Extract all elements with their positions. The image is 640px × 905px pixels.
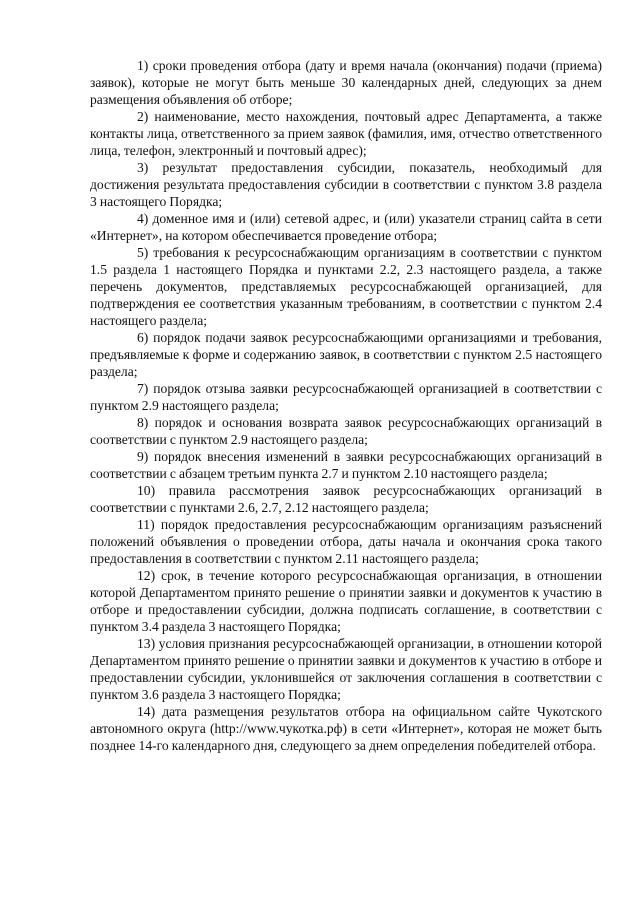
list-item: 13) условия признания ресурсоснабжающей организации, в отношении которой Департаментом принято решение о принятии заявки и документов к участию в отборе и предоставлении субсидии, уклонившейся от заключения соглашения в соответствии с пунктом 3.6 раздела 3 настоящего Порядка; xyxy=(90,636,602,702)
list-item: 3) результат предоставления субсидии, показатель, необходимый для достижения результата предоставления субсидии в соответствии с пунктом 3.8 раздела 3 настоящего Порядка; xyxy=(90,160,602,209)
list-item: 4) доменное имя и (или) сетевой адрес, и (или) указатели страниц сайта в сети «Интернет», на котором обеспечивается проведение отбора; xyxy=(90,211,602,243)
list-item: 12) срок, в течение которого ресурсоснабжающая организация, в отношении которой Департаментом принято решение о принятии заявки и документов к участию в отборе и предоставлении субсидии, должна подписать соглашение, в соответствии с пунктом 3.4 раздела 3 настоящего Порядка; xyxy=(90,568,602,634)
list-item: 11) порядок предоставления ресурсоснабжающим организациям разъяснений положений объявления о проведении отбора, даты начала и окончания срока такого предоставления в соответствии с пунктом 2.11 настоящего раздела; xyxy=(90,517,602,566)
list-item: 5) требования к ресурсоснабжающим организациям в соответствии с пунктом 1.5 раздела 1 настоящего Порядка и пунктами 2.2, 2.3 настоящего раздела, а также перечень документов, представляемых ресурсоснабжающей организацией, для подтверждения ее соответствия указанным требованиям, в соответствии с пунктом 2.4 настоящего раздела; xyxy=(90,245,602,328)
list-item: 8) порядок и основания возврата заявок ресурсоснабжающих организаций в соответствии с пунктом 2.9 настоящего раздела; xyxy=(90,415,602,447)
list-item: 7) порядок отзыва заявки ресурсоснабжающей организацией в соответствии с пунктом 2.9 настоящего раздела; xyxy=(90,381,602,413)
list-item: 1) сроки проведения отбора (дату и время начала (окончания) подачи (приема) заявок), которые не могут быть меньше 30 календарных дней, следующих за днем размещения объявления об отборе; xyxy=(90,58,602,107)
list-item: 6) порядок подачи заявок ресурсоснабжающими организациями и требования, предъявляемые к форме и содержанию заявок, в соответствии с пунктом 2.5 настоящего раздела; xyxy=(90,330,602,379)
document-body xyxy=(90,57,602,754)
list-item: 2) наименование, место нахождения, почтовый адрес Департамента, а также контакты лица, ответственного за прием заявок (фамилия, имя, отчество ответственного лица, телефон, электронный и почтовый адрес); xyxy=(90,109,602,158)
list-item: 9) порядок внесения изменений в заявки ресурсоснабжающих организаций в соответствии с абзацем третьим пункта 2.7 и пунктом 2.10 настоящего раздела; xyxy=(90,449,602,481)
list-item: 14) дата размещения результатов отбора на официальном сайте Чукотского автономного округа (http://www.чукотка.рф) в сети «Интернет», которая не может быть позднее 14-го календарного дня, следующего за днем определения победителей отбора. xyxy=(90,704,602,753)
list-item: 10) правила рассмотрения заявок ресурсоснабжающих организаций в соответствии с пунктами 2.6, 2.7, 2.12 настоящего раздела; xyxy=(90,483,602,515)
